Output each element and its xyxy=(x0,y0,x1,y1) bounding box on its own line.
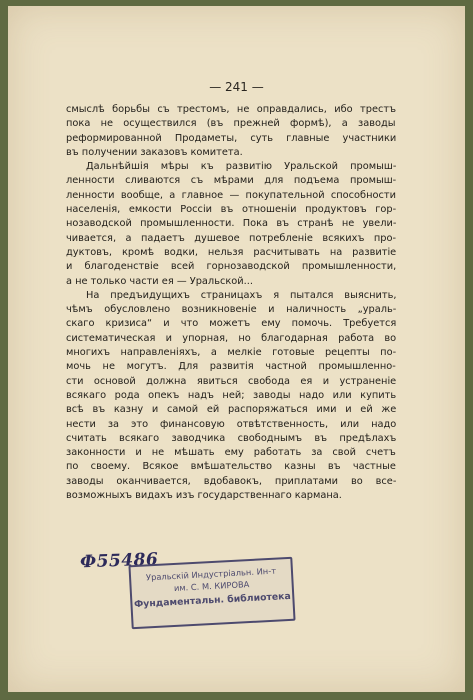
paragraph xyxy=(66,289,396,503)
text-line: всякаго рода опекъ надъ ней; заводы надо или купить xyxy=(66,389,396,401)
text-line: возможныхъ видахъ изъ государственнаго кармана. xyxy=(66,490,342,502)
text-line: нозаводской промышленности. Пока въ странѣ не увели- xyxy=(66,218,396,230)
text-line: На предъидущихъ страницахъ я пытался выяснить, xyxy=(86,289,396,301)
stamp-line: им. С. М. КИРОВА xyxy=(173,579,250,593)
text-line: населенія, емкости Россіи въ отношеніи продуктовъ гор- xyxy=(66,204,396,216)
text-line: а не только части ея — Уральской... xyxy=(66,275,253,287)
text-line: и благоденствіе всей горнозаводской промышленности, xyxy=(66,261,396,273)
text-line: пока не осуществился (въ прежней формѣ), а заводы xyxy=(66,118,396,130)
text-line: по своему. Всякое вмѣшательство казны въ частные xyxy=(66,461,396,473)
text-line: ленности сливаются съ мѣрами для подъема промыш- xyxy=(66,175,396,187)
text-line: ленности вообще, а главное — покупательной способности xyxy=(66,189,396,201)
stamp-line: Уральскій Индустріальн. Ин-т xyxy=(145,565,277,583)
library-stamp xyxy=(128,557,295,629)
text-line: сти основой должна явиться свобода ея и устраненіе xyxy=(66,375,396,387)
paragraph xyxy=(66,160,396,289)
text-body xyxy=(66,103,396,503)
text-line: нести за это финансовую отвѣтственность, или надо xyxy=(66,418,396,430)
text-line: законности и не мѣшать ему работать за свой счетъ xyxy=(66,447,396,459)
text-line: считать всякаго заводчика свободнымъ въ предѣлахъ xyxy=(66,432,396,444)
text-line: смыслѣ борьбы съ трестомъ, не оправдались, ибо трестъ xyxy=(66,104,396,115)
text-line: мочь не могутъ. Для развитія частной промышленно- xyxy=(66,361,396,373)
text-line: реформированной Продаметы, суть главные участники xyxy=(66,132,396,144)
page-number: — 241 — xyxy=(209,80,264,94)
text-line: чѣмъ обусловлено возникновеніе и наличность „ураль- xyxy=(66,304,396,316)
text-line: скаго кризиса“ и что можетъ ему помочь. Требуется xyxy=(66,318,396,330)
text-line: заводы оканчивается, вдобавокъ, приплатами во все- xyxy=(66,475,396,487)
text-line: систематическая и упорная, но благодарная работа во xyxy=(66,332,396,344)
text-line: чивается, а падаетъ душевое потребленіе всякихъ про- xyxy=(66,232,396,244)
text-line: въ получении заказовъ комитета. xyxy=(66,146,243,158)
handwritten-inventory-number: Ф55486 xyxy=(79,549,159,573)
stamp-line: Фундаментальн. библиотека xyxy=(133,590,291,611)
document-page xyxy=(8,6,465,692)
paragraph xyxy=(66,103,396,160)
text-line: всѣ въ казну и самой ей распоряжаться ими и ей же xyxy=(66,404,396,416)
text-line: Дальнѣйшія мѣры къ развитію Уральской промыш- xyxy=(86,161,396,173)
text-line: дуктовъ, кромѣ водки, нельзя расчитывать на развитіе xyxy=(66,246,396,258)
text-line: многихъ направленіяхъ, а мелкіе готовые рецепты по- xyxy=(66,347,396,359)
